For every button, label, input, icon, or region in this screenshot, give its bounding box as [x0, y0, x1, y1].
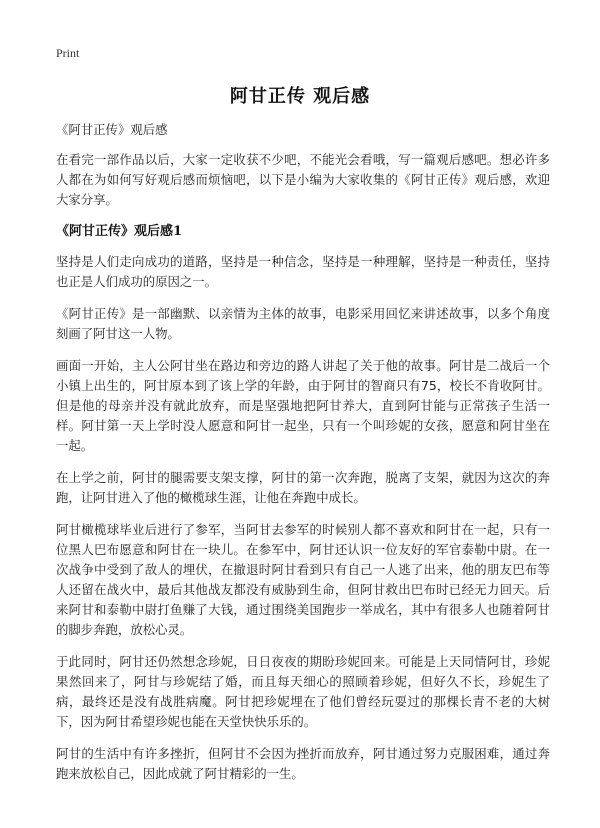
- article-subtitle: 《阿甘正传》观后感: [56, 122, 168, 137]
- paragraph-3: 画面一开始，主人公阿甘坐在路边和旁边的路人讲起了关于他的故事。阿甘是二战后一个小镇上出生的，阿甘原本到了该上学的年龄，由于阿甘的智商只有75，校长不肯收阿甘。但是他的母亲并没有就此放弃，而是坚强地把阿甘养大，直到阿甘能与正常孩子生活一样。阿甘第一天上学时没人愿意和阿甘一起坐，只有一个叫珍妮的女孩，愿意和阿甘坐在一起。: [56, 358, 550, 453]
- paragraph-5: 阿甘橄榄球毕业后进行了参军，当阿甘去参军的时候别人都不喜欢和阿甘在一起，只有一位黑人巴布愿意和阿甘在一块儿。在参军中，阿甘还认识一位友好的军官泰勒中尉。在一次战争中受到了敌人的埋伏，在撤退时阿甘看到只有自己一人逃了出来，他的朋友巴布等人还留在战火中，最后其他战友都没有威胁到生命，但阿甘救出巴布时已经无力回天。后来阿甘和泰勒中尉打鱼赚了大钱，通过围绕美国跑步一举成名，其中有很多人也随着阿甘的脚步奔跑，放松心灵。: [56, 522, 550, 637]
- page-title: 阿甘正传 观后感: [229, 86, 371, 107]
- paragraph-4: 在上学之前，阿甘的腿需要支架支撑，阿甘的第一次奔跑，脱离了支架，就因为这次的奔跑，让阿甘进入了他的橄榄球生涯，让他在奔跑中成长。: [56, 470, 550, 505]
- section-heading: 《阿甘正传》观后感1: [56, 224, 183, 239]
- article-body: [56, 120, 550, 796]
- paragraph-1: 坚持是人们走向成功的道路，坚持是一种信念，坚持是一种理解，坚持是一种责任，坚持也正是人们成功的原因之一。: [56, 254, 550, 289]
- print-link[interactable]: Print: [56, 46, 80, 60]
- paragraph-2: 《阿甘正传》是一部幽默、以亲情为主体的故事，电影采用回忆来讲述故事，以多个角度刻画了阿甘这一人物。: [56, 306, 550, 341]
- paragraph-7: 阿甘的生活中有许多挫折，但阿甘不会因为挫折而放弃，阿甘通过努力克服困难，通过奔跑来放松自己，因此成就了阿甘精彩的一生。: [56, 746, 550, 781]
- intro-paragraph: 在看完一部作品以后，大家一定收获不少吧，不能光会看哦，写一篇观后感吧。想必许多人都在为如何写好观后感而烦恼吧，以下是小编为大家收集的《阿甘正传》观后感，欢迎大家分享。: [56, 152, 550, 207]
- paragraph-6: 于此同时，阿甘还仍然想念珍妮，日日夜夜的期盼珍妮回来。可能是上天同情阿甘，珍妮果然回来了，阿甘与珍妮结了婚，而且每天细心的照顾着珍妮，但好久不长，珍妮生了病，最终还是没有战胜病魔。阿甘把珍妮埋在了他们曾经玩耍过的那棵长青不老的大树下，因为阿甘希望珍妮也能在天堂快快乐乐的。: [56, 654, 550, 729]
